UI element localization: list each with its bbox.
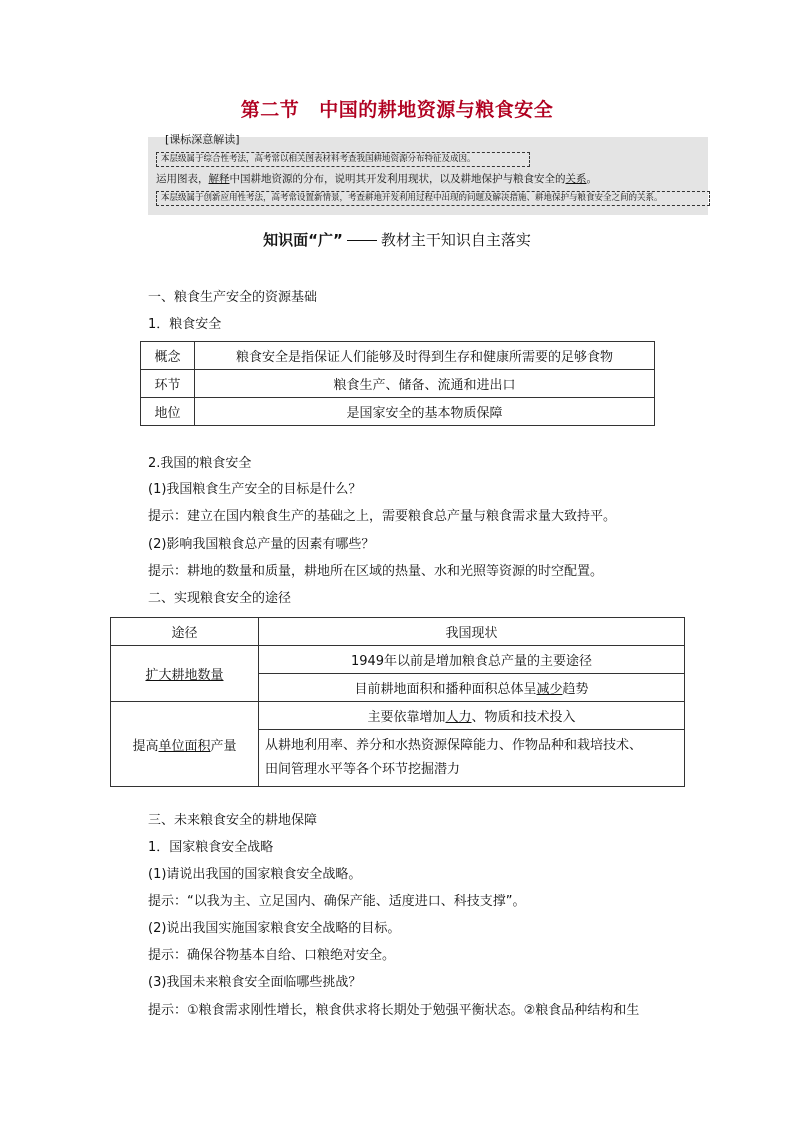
text: 。 xyxy=(586,173,597,185)
table-row xyxy=(111,618,685,646)
table-cell xyxy=(111,702,259,787)
s1-sub1: 1．粮食安全 xyxy=(148,317,222,332)
table-header: 途径 xyxy=(111,618,259,646)
table-row xyxy=(141,342,655,370)
s3-sub1: 1．国家粮食安全战略 xyxy=(148,840,274,855)
s3-q2: (2)说出我国实施国家粮食安全战略的目标。 xyxy=(148,921,401,936)
underlined-text: 解释 xyxy=(208,173,230,185)
table-row xyxy=(141,370,655,398)
food-security-table xyxy=(140,341,655,426)
table-cell: 粮食安全是指保证人们能够及时得到生存和健康所需要的足够食物 xyxy=(195,342,655,370)
s1-sub2: 2.我国的粮食安全 xyxy=(148,456,252,471)
table-cell: 粮食生产、储备、流通和进出口 xyxy=(195,370,655,398)
section-number: 第二节 xyxy=(240,99,300,121)
text: 目前耕地面积和播种面积总体呈 xyxy=(354,682,537,697)
s1-heading: 一、粮食生产安全的资源基础 xyxy=(148,290,318,305)
s1-q1: (1)我国粮食生产安全的目标是什么？ xyxy=(148,482,362,497)
table-header: 我国现状 xyxy=(259,618,685,646)
table-cell: 1949年以前是增加粮食总产量的主要途径 xyxy=(259,646,685,674)
s1-a1: 提示：建立在国内粮食生产的基础之上，需要粮食总产量与粮食需求量大致持平。 xyxy=(148,509,617,524)
curriculum-line-2 xyxy=(156,172,597,186)
food-security-ways-table xyxy=(110,617,685,787)
dash xyxy=(347,240,377,241)
s3-a1: 提示：“以我为主、立足国内、确保产能、适度进口、科技支撑”。 xyxy=(148,894,526,909)
underlined-text: 减少 xyxy=(536,682,563,697)
curriculum-label: [课标深意解读] xyxy=(165,133,240,146)
text: 运用图表， xyxy=(156,173,209,185)
s3-heading: 三、未来粮食安全的耕地保障 xyxy=(148,813,318,828)
table-cell: 概念 xyxy=(141,342,195,370)
table-row xyxy=(111,646,685,674)
curriculum-line-3: 本层级属于创新应用性考法，高考常设置新情景，考查耕地开发利用过程中出现的问题及解决措施、耕地保护与粮食安全之间的关系。 xyxy=(156,191,710,206)
text: 从耕地利用率、养分和水热资源保障能力、作物品种和栽培技术、 xyxy=(265,738,643,753)
table-cell xyxy=(259,674,685,702)
table-cell xyxy=(259,730,685,787)
s1-a2: 提示：耕地的数量和质量，耕地所在区域的热量、水和光照等资源的时空配置。 xyxy=(148,564,604,579)
text: 产量 xyxy=(210,738,237,754)
table-cell xyxy=(259,702,685,730)
knowledge-heading-bold: 知识面“广” xyxy=(263,231,343,249)
text: 、物质和技术投入 xyxy=(471,710,576,725)
table-cell: 环节 xyxy=(141,370,195,398)
table-row xyxy=(111,702,685,730)
s3-q3: (3)我国未来粮食安全面临哪些挑战？ xyxy=(148,975,362,990)
section-name: 中国的耕地资源与粮食安全 xyxy=(319,99,554,121)
table-row xyxy=(141,398,655,426)
text: 中国耕地资源的分布，说明其开发利用现状，以及耕地保护与粮食安全的 xyxy=(229,173,566,185)
page-title xyxy=(0,95,794,122)
s3-a3: 提示：①粮食需求刚性增长，粮食供求将长期处于勉强平衡状态。②粮食品种结构和生 xyxy=(148,1003,640,1018)
table-cell: 地位 xyxy=(141,398,195,426)
table-cell: 扩大耕地数量 xyxy=(111,646,259,702)
knowledge-heading-rest: 教材主干知识自主落实 xyxy=(380,231,531,249)
s1-q2: (2)影响我国粮食总产量的因素有哪些？ xyxy=(148,537,375,552)
text: 提高 xyxy=(132,738,159,754)
table-cell: 是国家安全的基本物质保障 xyxy=(195,398,655,426)
text: 田间管理水平等各个环节挖掘潜力 xyxy=(265,762,461,777)
s2-heading: 二、实现粮食安全的途径 xyxy=(148,591,292,606)
underlined-text: 人力 xyxy=(445,710,472,725)
text: 趋势 xyxy=(562,682,589,697)
s3-a2: 提示：确保谷物基本自给、口粮绝对安全。 xyxy=(148,948,396,963)
underlined-text: 关系 xyxy=(565,173,587,185)
knowledge-heading xyxy=(0,229,794,250)
text: 主要依靠增加 xyxy=(367,710,446,725)
underlined-text: 单位面积 xyxy=(158,738,211,754)
curriculum-line-1: 本层级属于综合性考法，高考常以相关图表材料考查我国耕地资源分布特征及成因。 xyxy=(156,152,530,167)
s3-q1: (1)请说出我国的国家粮食安全战略。 xyxy=(148,867,362,882)
